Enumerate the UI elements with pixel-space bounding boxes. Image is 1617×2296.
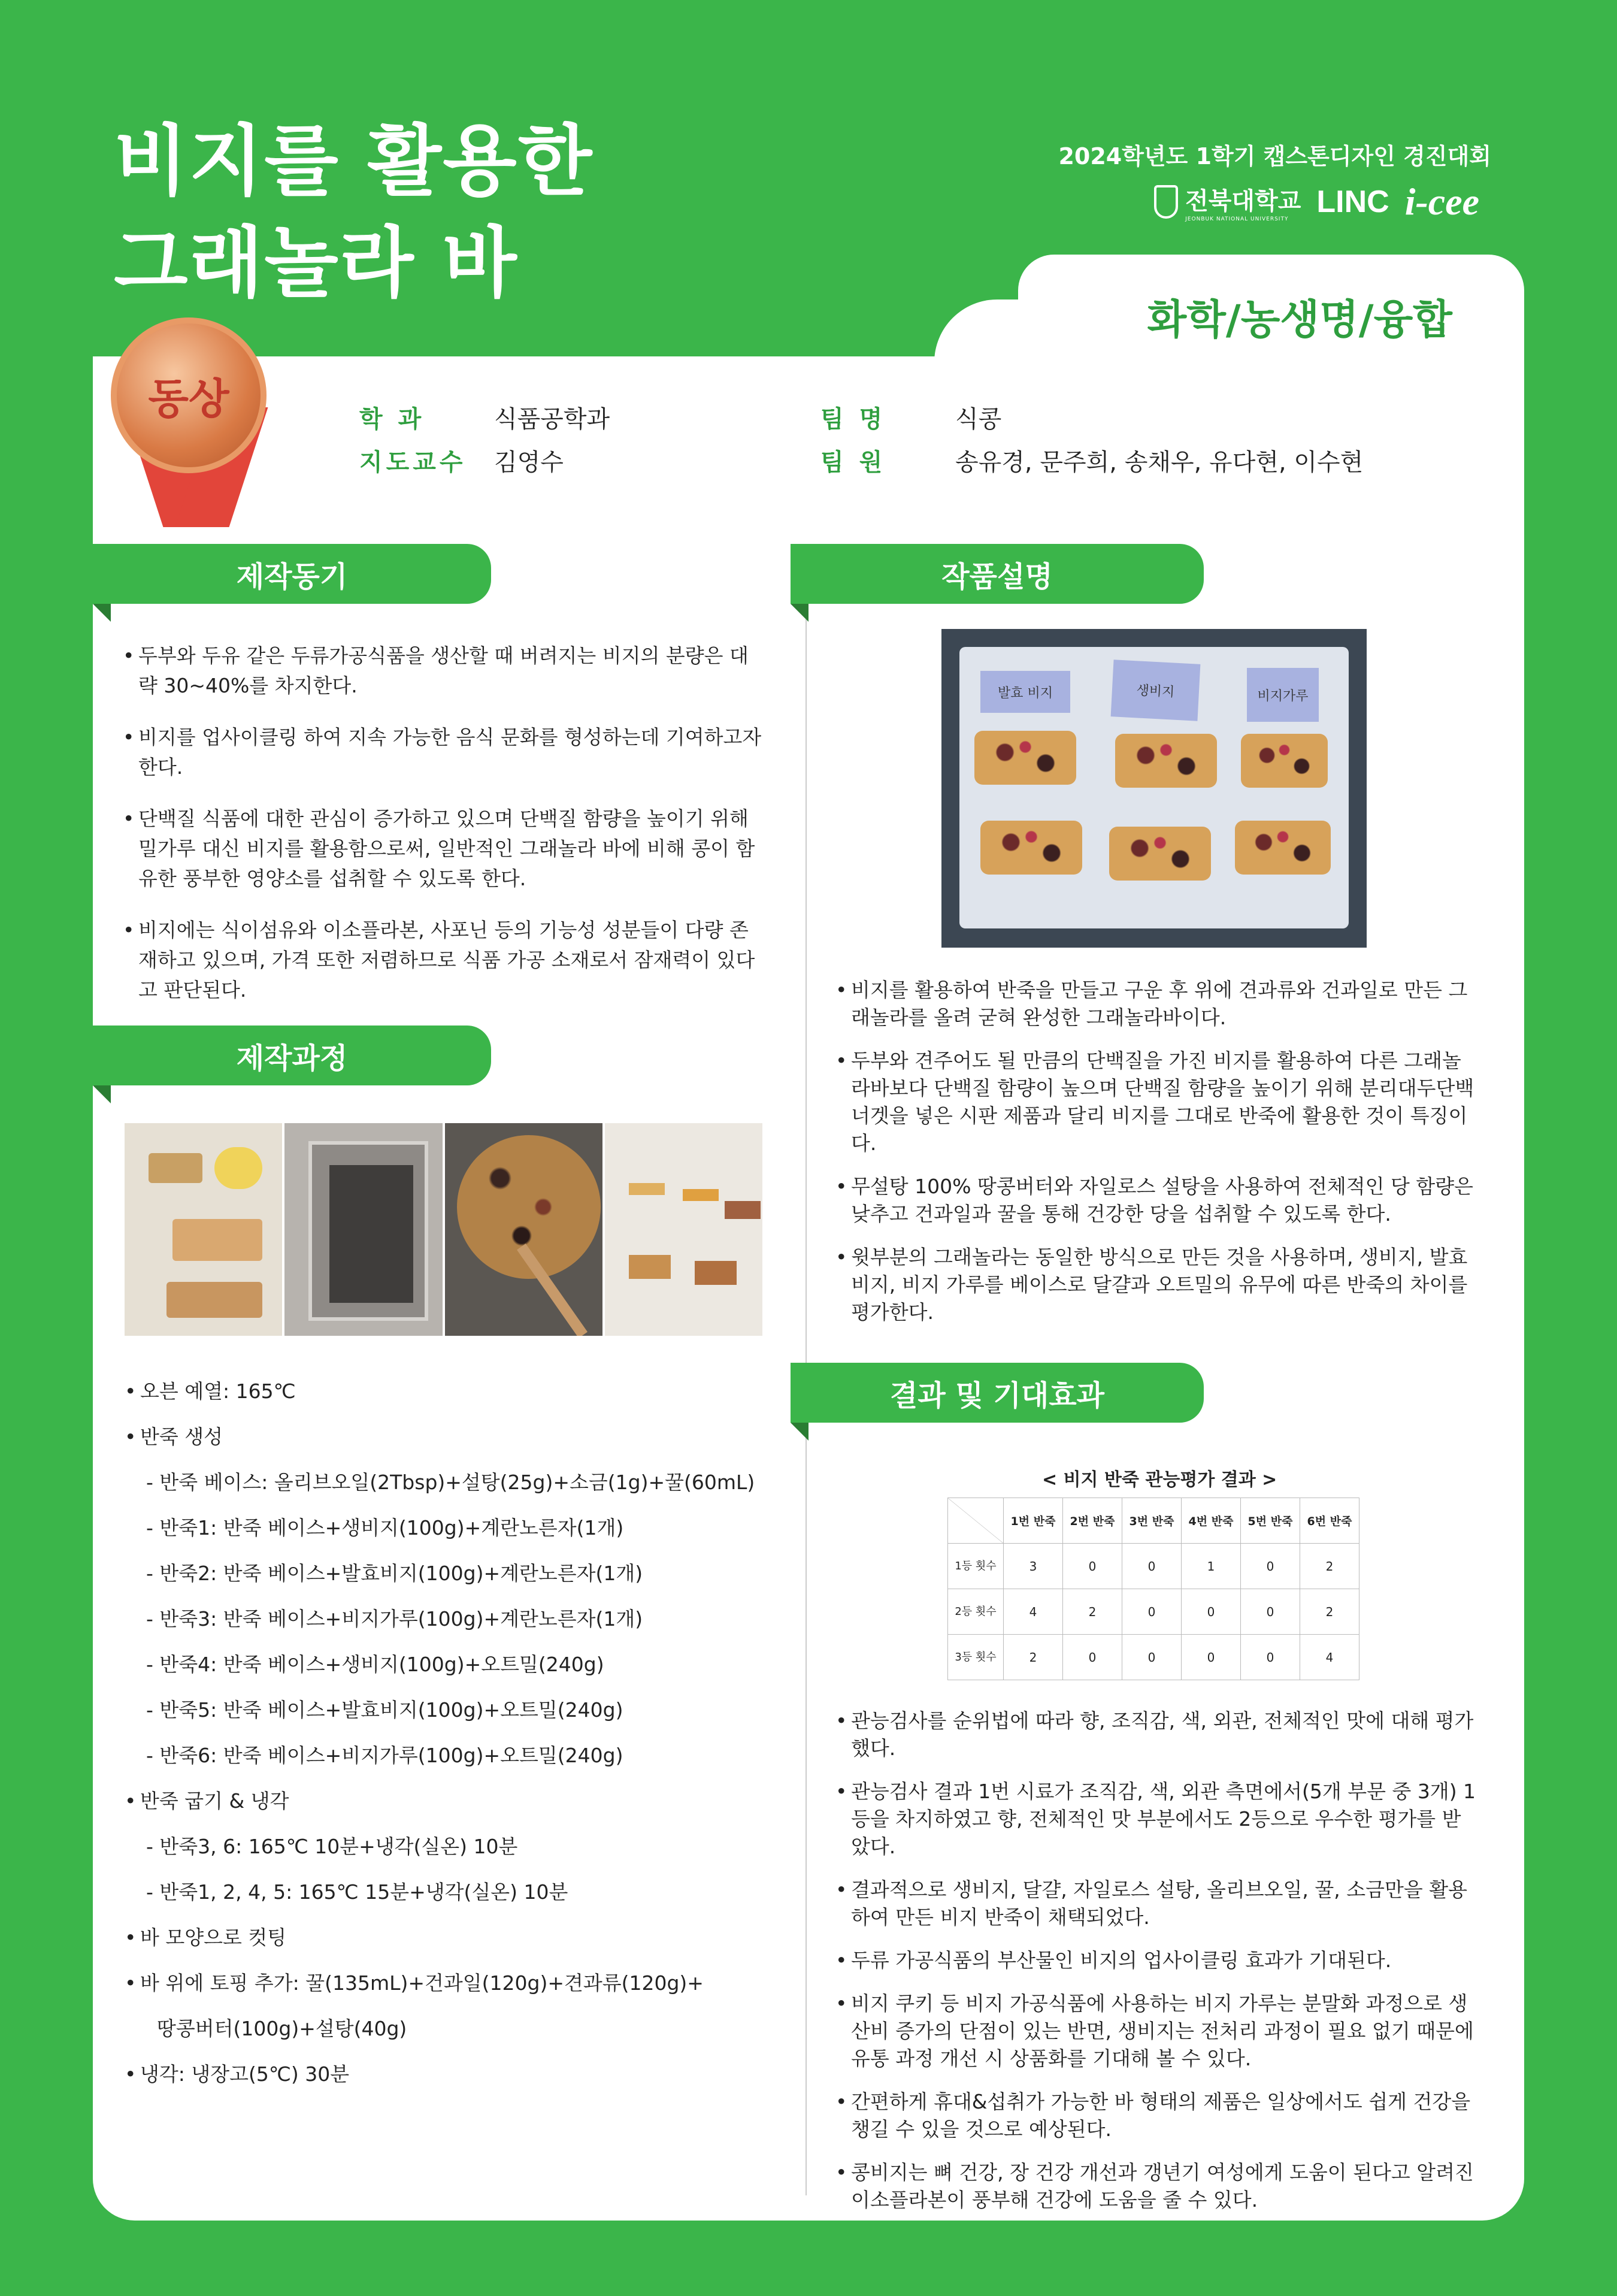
description-list xyxy=(835,976,1479,1342)
description-item: • 무설탕 100% 땅콩버터와 자일로스 설탕을 사용하여 전체적인 당 함량은 낮추고 건과일과 꿀을 통해 건강한 당을 섭취할 수 있도록 한다. xyxy=(835,1173,1479,1228)
table-cell: 4 xyxy=(1300,1635,1359,1680)
university-name-en: JEONBUK NATIONAL UNIVERSITY xyxy=(1185,216,1289,222)
column-header: 3번 반죽 xyxy=(1122,1498,1182,1544)
icee-logo: i-cee xyxy=(1404,180,1479,223)
table-row xyxy=(948,1544,1359,1589)
sponsor-logos xyxy=(1154,180,1479,224)
granola-bar xyxy=(1115,734,1217,788)
process-substep: - 반죽 베이스: 올리브오일(2Tbsp)+설탕(25g)+소금(1g)+꿀(60mL) xyxy=(146,1471,755,1494)
table-cell: 2 xyxy=(1300,1589,1359,1635)
jbnu-logo xyxy=(1154,182,1301,222)
process-substep: - 반죽1, 2, 4, 5: 165℃ 15분+냉각(실온) 10분 xyxy=(146,1880,568,1904)
process-substep: - 반죽3, 6: 165℃ 10분+냉각(실온) 10분 xyxy=(146,1835,518,1858)
row-header: 1등 횟수 xyxy=(948,1544,1004,1589)
description-item: • 두부와 견주어도 될 만큼의 단백질을 가진 비지를 활용하여 다른 그래놀라바보다 단백질 함량이 높으며 단백질 함량을 높이기 위해 분리대두단백너겟을 넣은 시판 제품과 달리 비지를 그대로 반죽에 활용한 것이 특징이다. xyxy=(835,1047,1479,1157)
results-item: • 간편하게 휴대&섭취가 가능한 바 형태의 제품은 일상에서도 쉽게 건강을 챙길 수 있을 것으로 예상된다. xyxy=(835,2088,1479,2143)
motivation-list xyxy=(123,641,767,1027)
table-cell: 0 xyxy=(1122,1544,1182,1589)
results-item: • 콩비지는 뼈 건강, 장 건강 개선과 갱년기 여성에게 도움이 된다고 알려진 이소플라본이 풍부해 건강에 도움을 줄 수 있다. xyxy=(835,2159,1479,2214)
granola-bar xyxy=(974,731,1076,785)
title-line-2: 그래놀라 바 xyxy=(114,219,518,308)
table-cell: 0 xyxy=(1241,1544,1300,1589)
results-item: • 결과적으로 생비지, 달걀, 자일로스 설탕, 올리브오일, 꿀, 소금만을 활용하여 만든 비지 반죽이 채택되었다. xyxy=(835,1876,1479,1931)
oven-photo xyxy=(284,1123,442,1336)
members-label: 팀 원 xyxy=(820,449,886,476)
motivation-item: • 두부와 두유 같은 두류가공식품을 생산할 때 버려지는 비지의 분량은 대략 30~40%를 차지한다. xyxy=(123,641,767,701)
table-cell: 2 xyxy=(1063,1589,1122,1635)
column-header: 6번 반죽 xyxy=(1300,1498,1359,1544)
process-step: • 오븐 예열: 165℃ xyxy=(125,1369,771,1414)
info-dept xyxy=(359,400,610,434)
motivation-item: • 비지를 업사이클링 하여 지속 가능한 음식 문화를 형성하는데 기여하고자 한다. xyxy=(123,722,767,782)
process-substep: - 반죽4: 반죽 베이스+생비지(100g)+오트밀(240g) xyxy=(146,1653,604,1676)
table-cell: 1 xyxy=(1182,1544,1241,1589)
dept-label: 학 과 xyxy=(359,406,425,433)
linc-logo: LINC xyxy=(1316,184,1389,219)
table-cell: 0 xyxy=(1241,1635,1300,1680)
process-step: • 반죽 굽기 & 냉각 xyxy=(125,1778,771,1824)
table-cell: 0 xyxy=(1182,1589,1241,1635)
results-item: • 두류 가공식품의 부산물인 비지의 업사이클링 효과가 기대된다. xyxy=(835,1947,1479,1974)
granola-bar xyxy=(1241,734,1328,788)
granola-bar xyxy=(1109,827,1211,881)
granola-bar xyxy=(1235,821,1331,875)
results-heading: 결과 및 기대효과 xyxy=(791,1363,1204,1423)
team-value: 식콩 xyxy=(955,406,1002,433)
table-cell: 0 xyxy=(1182,1635,1241,1680)
dough-photo xyxy=(125,1123,282,1336)
advisor-value: 김영수 xyxy=(494,449,564,476)
bars-photo xyxy=(605,1123,762,1336)
table-row xyxy=(948,1635,1359,1680)
product-photo xyxy=(941,629,1367,948)
title-line-1: 비지를 활용한 xyxy=(114,117,593,206)
description-heading: 작품설명 xyxy=(791,544,1204,604)
table-cell: 0 xyxy=(1063,1544,1122,1589)
table-cell: 0 xyxy=(1122,1635,1182,1680)
university-emblem-icon xyxy=(1154,185,1178,219)
medal-icon xyxy=(111,317,267,473)
table-cell: 0 xyxy=(1241,1589,1300,1635)
process-heading: 제작과정 xyxy=(93,1026,491,1085)
photo-label: 생비지 xyxy=(1111,660,1201,721)
results-item: • 관능검사를 순위법에 따라 향, 조직감, 색, 외관, 전체적인 맛에 대해 평가했다. xyxy=(835,1707,1479,1762)
team-label: 팀 명 xyxy=(820,406,886,433)
description-item: • 윗부분의 그래놀라는 동일한 방식으로 만든 것을 사용하며, 생비지, 발효비지, 비지 가루를 베이스로 달걀과 오트밀의 유무에 따른 반죽의 차이를 평가한다. xyxy=(835,1244,1479,1326)
process-step: • 냉각: 냉장고(5℃) 30분 xyxy=(125,2052,771,2097)
process-list xyxy=(125,1369,771,2097)
process-step: • 바 위에 토핑 추가: 꿀(135mL)+건과일(120g)+견과류(120g)+ xyxy=(125,1961,771,2006)
award-label: 동상 xyxy=(148,374,229,423)
table-title: < 비지 반죽 관능평가 결과 > xyxy=(1042,1469,1277,1490)
process-substep: - 반죽6: 반죽 베이스+비지가루(100g)+오트밀(240g) xyxy=(146,1744,623,1767)
contest-name: 2024학년도 1학기 캡스톤디자인 경진대회 xyxy=(1058,143,1491,170)
row-header: 3등 횟수 xyxy=(948,1635,1004,1680)
process-step: • 바 모양으로 컷팅 xyxy=(125,1915,771,1961)
info-advisor xyxy=(359,443,564,477)
process-substep: - 반죽2: 반죽 베이스+발효비지(100g)+계란노른자(1개) xyxy=(146,1562,643,1585)
info-members xyxy=(820,443,1363,477)
process-photos xyxy=(125,1123,762,1336)
members-value: 송유경, 문주희, 송채우, 유다현, 이수현 xyxy=(955,449,1364,476)
process-step-continued: 땅콩버터(100g)+설탕(40g) xyxy=(157,2017,407,2040)
table-cell: 3 xyxy=(1004,1544,1063,1589)
process-substep: - 반죽5: 반죽 베이스+발효비지(100g)+오트밀(240g) xyxy=(146,1698,623,1722)
table-cell: 2 xyxy=(1004,1635,1063,1680)
category-label: 화학/농생명/융합 xyxy=(1147,297,1452,344)
poster-title xyxy=(114,111,593,314)
table-cell: 2 xyxy=(1300,1544,1359,1589)
university-name: 전북대학교 xyxy=(1185,187,1301,215)
column-header: 4번 반죽 xyxy=(1182,1498,1241,1544)
column-header: 1번 반죽 xyxy=(1004,1498,1063,1544)
process-substep: - 반죽3: 반죽 베이스+비지가루(100g)+계란노른자(1개) xyxy=(146,1607,643,1631)
results-item: • 비지 쿠키 등 비지 가공식품에 사용하는 비지 가루는 분말화 과정으로 생산비 증가의 단점이 있는 반면, 생비지는 전처리 과정이 필요 없기 때문에 유통 과정 개선 시 상품화를 기대해 볼 수 있다. xyxy=(835,1990,1479,2073)
motivation-item: • 비지에는 식이섬유와 이소플라본, 사포닌 등의 기능성 성분들이 다량 존재하고 있으며, 가격 또한 저렴하므로 식품 가공 소재로서 잠재력이 있다고 판단된다. xyxy=(123,915,767,1005)
dept-value: 식품공학과 xyxy=(494,406,610,433)
granola-bar xyxy=(980,821,1082,875)
results-list xyxy=(835,1707,1479,2230)
column-header: 2번 반죽 xyxy=(1063,1498,1122,1544)
evaluation-table xyxy=(947,1498,1359,1680)
table-corner xyxy=(948,1498,1004,1544)
table-row xyxy=(948,1589,1359,1635)
process-substep: - 반죽1: 반죽 베이스+생비지(100g)+계란노른자(1개) xyxy=(146,1516,624,1539)
table-cell: 0 xyxy=(1063,1635,1122,1680)
advisor-label: 지도교수 xyxy=(359,449,467,476)
photo-label: 비지가루 xyxy=(1247,668,1319,722)
results-item: • 관능검사 결과 1번 시료가 조직감, 색, 외관 측면에서(5개 부문 중 3개) 1등을 차지하였고 향, 전체적인 맛 부분에서도 2등으로 우수한 평가를 받았다. xyxy=(835,1778,1479,1861)
granola-mixing-photo xyxy=(445,1123,602,1336)
motivation-heading: 제작동기 xyxy=(93,544,491,604)
award-medal xyxy=(111,317,275,533)
table-header-row xyxy=(948,1498,1359,1544)
description-item: • 비지를 활용하여 반죽을 만들고 구운 후 위에 견과류와 건과일로 만든 그래놀라를 올려 굳혀 완성한 그래놀라바이다. xyxy=(835,976,1479,1031)
column-header: 5번 반죽 xyxy=(1241,1498,1300,1544)
row-header: 2등 횟수 xyxy=(948,1589,1004,1635)
table-cell: 0 xyxy=(1122,1589,1182,1635)
process-step: • 반죽 생성 xyxy=(125,1414,771,1460)
photo-label: 발효 비지 xyxy=(980,671,1070,713)
motivation-item: • 단백질 식품에 대한 관심이 증가하고 있으며 단백질 함량을 높이기 위해 밀가루 대신 비지를 활용함으로써, 일반적인 그래놀라 바에 비해 콩이 함유한 풍부한 영양소를 섭취할 수 있도록 한다. xyxy=(123,804,767,894)
table-cell: 4 xyxy=(1004,1589,1063,1635)
info-team xyxy=(820,400,1001,434)
